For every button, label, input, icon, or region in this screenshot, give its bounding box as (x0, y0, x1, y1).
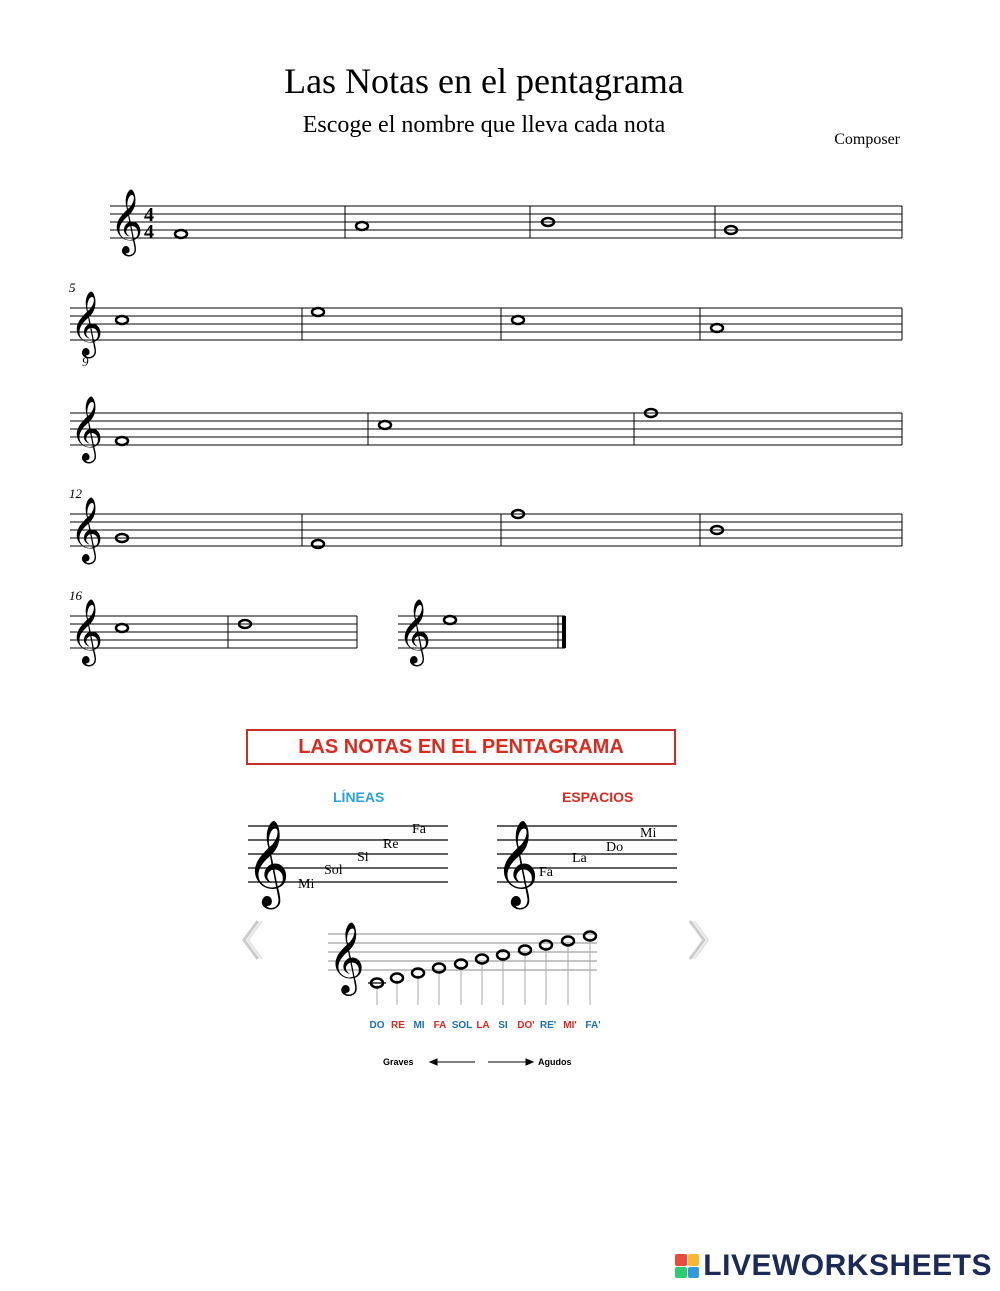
spaces-heading: ESPACIOS (562, 789, 634, 805)
treble-clef-icon: 𝄞 (398, 599, 432, 664)
time-signature-bottom: 4 (144, 221, 154, 243)
graves-label: Graves (383, 1057, 414, 1067)
composer-label: Composer (834, 131, 900, 148)
scale-label: RE' (539, 1020, 557, 1031)
measure-number: 12 (69, 486, 82, 501)
line-note-label: Fa (412, 822, 426, 837)
measure-number: 5 (69, 280, 76, 295)
scale-label: DO' (517, 1020, 535, 1031)
scale-label: SOL (451, 1020, 473, 1031)
treble-clef-icon: 𝄞 (246, 820, 290, 906)
worksheet-subtitle: Escoge el nombre que lleva cada nota (302, 112, 666, 138)
lines-staff (246, 820, 448, 910)
line-note-label: Re (383, 837, 399, 852)
space-note-label: La (572, 851, 587, 866)
scale-label: FA (433, 1020, 447, 1031)
scale-label: MI (413, 1020, 425, 1031)
treble-clef-icon: 𝄞 (70, 291, 104, 356)
space-note-label: Mi (640, 826, 657, 841)
liveworksheets-logo (675, 1249, 992, 1283)
treble-clef-icon: 𝄞 (328, 920, 365, 993)
lines-heading: LÍNEAS (333, 789, 385, 805)
scale-label: DO (369, 1020, 385, 1031)
line-note-label: Sol (324, 863, 343, 878)
space-note-label: Do (606, 840, 624, 855)
treble-clef-icon: 𝄞 (70, 497, 104, 562)
scale-label: MI' (563, 1020, 577, 1031)
reference-title: LAS NOTAS EN EL PENTAGRAMA (246, 729, 676, 765)
scale-label: RE (391, 1020, 405, 1031)
space-note-label: Fa (539, 865, 553, 880)
measure-number: 9 (82, 354, 89, 369)
scale-label: FA' (585, 1020, 601, 1031)
line-note-label: Mi (298, 877, 315, 892)
worksheet-title: Las Notas en el pentagrama (284, 61, 684, 101)
brand-name: LIVEWORKSHEETS (703, 1249, 992, 1282)
agudos-label: Agudos (538, 1057, 572, 1067)
treble-clef-icon: 𝄞 (495, 820, 539, 906)
scale-staff (328, 920, 601, 1067)
spaces-staff (495, 820, 677, 910)
treble-clef-icon: 𝄞 (70, 599, 104, 664)
scale-label: SI (498, 1020, 508, 1031)
time-signature-top: 4 (144, 204, 154, 226)
logo-icon (675, 1254, 699, 1278)
line-note-label: Si (357, 850, 369, 865)
treble-clef-icon: 𝄞 (70, 396, 104, 461)
treble-clef-icon: 𝄞 (110, 189, 144, 254)
scale-label: LA (476, 1020, 490, 1031)
chevron-right-icon[interactable] (684, 915, 714, 965)
chevron-left-icon[interactable] (238, 915, 268, 965)
measure-number: 16 (69, 588, 82, 603)
